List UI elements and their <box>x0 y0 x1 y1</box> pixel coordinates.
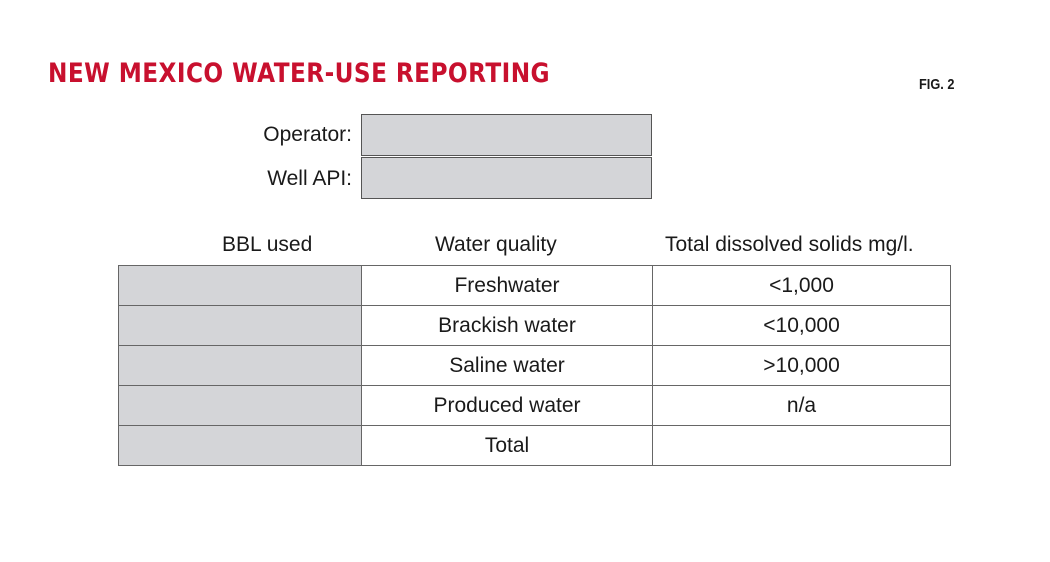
tds-cell <box>653 426 951 466</box>
table-row <box>119 306 951 346</box>
bbl-input-cell[interactable] <box>119 306 362 346</box>
water-quality-cell: Total <box>362 426 653 466</box>
well-api-field[interactable] <box>361 157 652 199</box>
tds-cell: <1,000 <box>653 266 951 306</box>
well-api-label: Well API: <box>267 167 352 190</box>
operator-label: Operator: <box>263 123 352 146</box>
water-quality-cell: Brackish water <box>362 306 653 346</box>
water-quality-cell: Produced water <box>362 386 653 426</box>
table-row <box>119 346 951 386</box>
tds-cell: <10,000 <box>653 306 951 346</box>
tds-cell: n/a <box>653 386 951 426</box>
tds-cell: >10,000 <box>653 346 951 386</box>
water-quality-cell: Saline water <box>362 346 653 386</box>
water-quality-cell: Freshwater <box>362 266 653 306</box>
column-header-water-quality: Water quality <box>435 233 557 256</box>
bbl-input-cell[interactable] <box>119 426 362 466</box>
table-row <box>119 266 951 306</box>
bbl-input-cell[interactable] <box>119 266 362 306</box>
page-title: NEW MEXICO WATER-USE REPORTING <box>48 58 551 89</box>
column-header-bbl-used: BBL used <box>222 233 313 256</box>
bbl-input-cell[interactable] <box>119 386 362 426</box>
operator-field[interactable] <box>361 114 652 156</box>
water-use-table <box>118 265 951 466</box>
bbl-input-cell[interactable] <box>119 346 362 386</box>
table-row <box>119 386 951 426</box>
figure-label: FIG. 2 <box>919 76 955 93</box>
table-row <box>119 426 951 466</box>
column-header-tds: Total dissolved solids mg/l. <box>665 233 914 256</box>
